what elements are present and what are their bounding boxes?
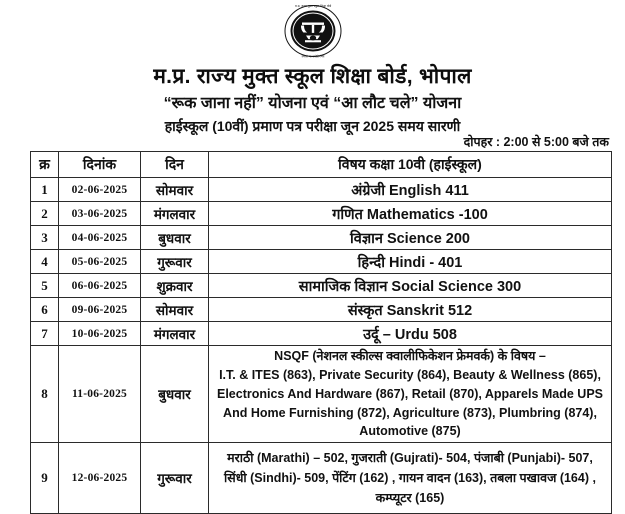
row-date: 05-06-2025: [59, 250, 141, 274]
row-day: गुरूवार: [141, 443, 209, 514]
row-date: 10-06-2025: [59, 322, 141, 346]
scheme-subtitle: “रूक जाना नहीं” योजना एवं “आ लौट चले” योजना: [163, 95, 462, 113]
row-day: सोमवार: [141, 298, 209, 322]
nsqf-subject-block: [209, 347, 611, 441]
nsqf-heading: NSQF (नेशनल स्कील्स क्वालीफिकेशन फ्रेमवर्क) के विषय –: [274, 348, 546, 363]
row-date: 02-06-2025: [59, 178, 141, 202]
table-row: [31, 178, 612, 202]
row-subject: संस्कृत Sanskrit 512: [209, 298, 612, 322]
row-date: 11-06-2025: [59, 346, 141, 443]
nsqf-line: And Home Furnishing (872), Agriculture (873), Plumbring (874),: [223, 405, 597, 420]
exam-timetable: [30, 151, 612, 514]
row-serial: 1: [31, 178, 59, 202]
row-date: 04-06-2025: [59, 226, 141, 250]
row-day: गुरूवार: [141, 250, 209, 274]
column-header-day: दिन: [141, 152, 209, 178]
row-serial: 2: [31, 202, 59, 226]
row-subject: हिन्दी Hindi - 401: [209, 250, 612, 274]
table-row: [31, 346, 612, 443]
row-day: मंगलवार: [141, 202, 209, 226]
row-date: 09-06-2025: [59, 298, 141, 322]
row-day: शुक्रवार: [141, 274, 209, 298]
table-header-row: [31, 152, 612, 178]
row-date: 06-06-2025: [59, 274, 141, 298]
language-line: कम्प्यूटर (165): [375, 491, 445, 505]
row-serial: 7: [31, 322, 59, 346]
language-subject-block: [209, 448, 611, 508]
row-serial: 9: [31, 443, 59, 514]
row-day: मंगलवार: [141, 322, 209, 346]
row-subject: अंग्रेजी English 411: [209, 178, 612, 202]
row-subject: गणित Mathematics -100: [209, 202, 612, 226]
row-day: बुधवार: [141, 346, 209, 443]
svg-text:तमसो मा ज्योतिर्गमय: तमसो मा ज्योतिर्गमय: [301, 54, 324, 59]
row-serial: 4: [31, 250, 59, 274]
column-header-date: दिनांक: [59, 152, 141, 178]
table-row: [31, 322, 612, 346]
row-subject: सामाजिक विज्ञान Social Science 300: [209, 274, 612, 298]
board-seal-emblem-icon: [284, 2, 342, 60]
document-header: [0, 64, 625, 135]
nsqf-line: Automotive (875): [359, 424, 461, 439]
language-line: सिंधी (Sindhi)- 509, पेंटिंग (162) , गायन वादन (163), तबला पखावज (164) ,: [224, 471, 596, 485]
table-row: [31, 226, 612, 250]
table-row: [31, 443, 612, 514]
row-serial: 8: [31, 346, 59, 443]
row-subject: विज्ञान Science 200: [209, 226, 612, 250]
table-row: [31, 274, 612, 298]
column-header-subject: विषय कक्षा 10वी (हाईस्कूल): [209, 152, 612, 178]
timetable-container: [30, 151, 611, 514]
row-subject: [209, 346, 612, 443]
row-serial: 6: [31, 298, 59, 322]
exam-time-note: दोपहर : 2:00 से 5:00 बजे तक: [463, 135, 609, 149]
row-date: 03-06-2025: [59, 202, 141, 226]
row-subject: [209, 443, 612, 514]
emblem-container: [0, 2, 625, 65]
language-line: मराठी (Marathi) – 502, गुजराती (Gujrati)- 504, पंजाबी (Punjabi)- 507,: [227, 451, 593, 465]
svg-text:म.प्र. राज्य मुक्त स्कूल शिक्ष: म.प्र. राज्य मुक्त स्कूल शिक्षा बोर्ड: [294, 4, 331, 9]
page-title: म.प्र. राज्य मुक्त स्कूल शिक्षा बोर्ड, भोपाल: [153, 65, 472, 88]
nsqf-line: I.T. & ITES (863), Private Security (864), Beauty & Wellness (865),: [219, 368, 601, 383]
row-serial: 3: [31, 226, 59, 250]
table-row: [31, 202, 612, 226]
nsqf-line: Electronics And Hardware (867), Retail (870), Apparels Made UPS: [216, 386, 603, 401]
row-day: बुधवार: [141, 226, 209, 250]
table-row: [31, 298, 612, 322]
row-subject: उर्दू – Urdu 508: [209, 322, 612, 346]
row-date: 12-06-2025: [59, 443, 141, 514]
row-serial: 5: [31, 274, 59, 298]
row-day: सोमवार: [141, 178, 209, 202]
table-row: [31, 250, 612, 274]
column-header-serial: क्र: [31, 152, 59, 178]
exam-subtitle: हाईस्कूल (10वीं) प्रमाण पत्र परीक्षा जून 2025 समय सारणी: [164, 117, 461, 134]
